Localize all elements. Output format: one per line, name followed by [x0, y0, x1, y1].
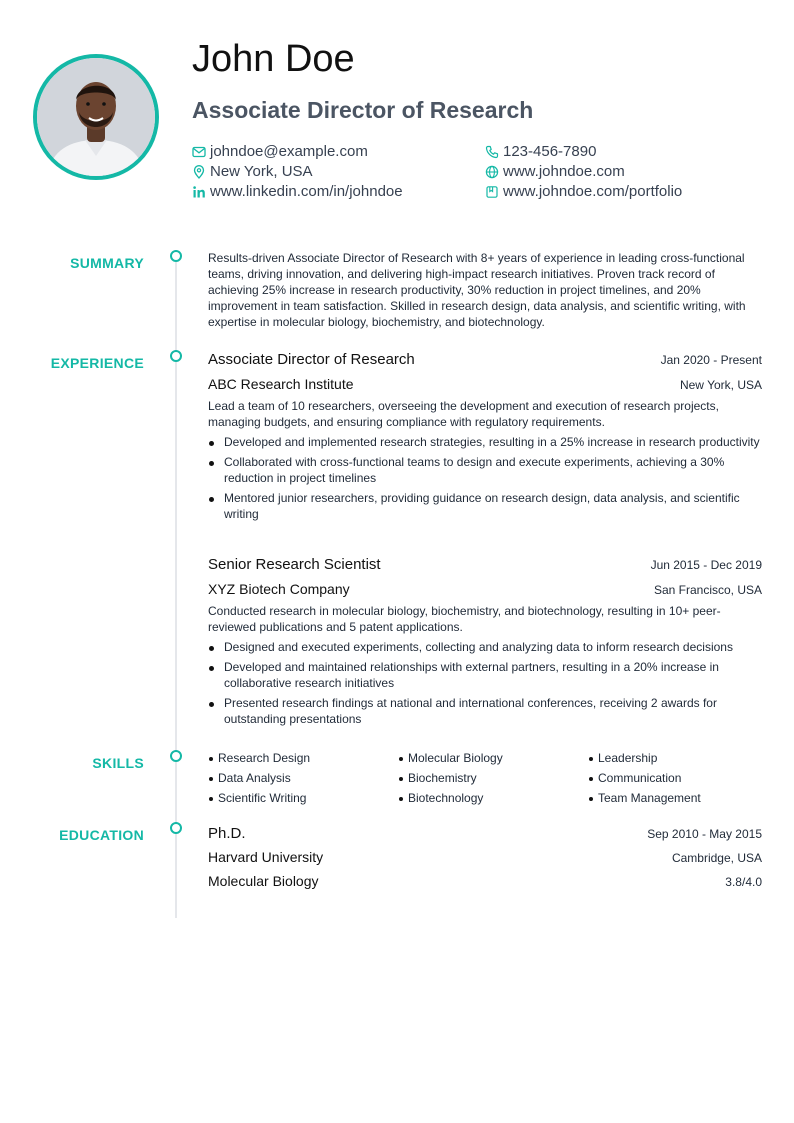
- skills-grid: [208, 750, 762, 806]
- contact-website[interactable]: [485, 162, 625, 182]
- globe-icon: [485, 165, 499, 179]
- contact-portfolio[interactable]: [485, 182, 682, 202]
- contact-phone[interactable]: [485, 142, 596, 162]
- skill-item: Team Management: [588, 790, 762, 806]
- contact-email[interactable]: [192, 142, 368, 162]
- location-text: New York, USA: [210, 163, 313, 180]
- skills-marker: [170, 750, 182, 762]
- avatar: [33, 54, 159, 180]
- skill-item: Data Analysis: [208, 770, 398, 786]
- school-location: Cambridge, USA: [671, 851, 762, 865]
- achievement-item: Mentored junior researchers, providing guidance on research design, data analysis, and scientific writing: [208, 490, 762, 522]
- linkedin-icon: [192, 185, 206, 199]
- job-description: Conducted research in molecular biology, biochemistry, and biotechnology, resulting in 10+ peer-reviewed publications and 5 patent applications.: [208, 604, 721, 634]
- company-name: XYZ Biotech Company: [208, 581, 350, 597]
- summary-section: [208, 250, 762, 330]
- experience-heading: EXPERIENCE: [50, 355, 144, 371]
- company-name: ABC Research Institute: [208, 376, 354, 392]
- portfolio-text: www.johndoe.com/portfolio: [503, 183, 683, 200]
- portfolio-icon: [485, 185, 499, 199]
- job-dates: Jun 2015 - Dec 2019: [650, 558, 762, 572]
- achievement-item: Designed and executed experiments, collecting and analyzing data to inform research decisions: [208, 639, 762, 655]
- skills-section: [208, 750, 762, 806]
- summary-marker: [170, 250, 182, 262]
- skill-item: Leadership: [588, 750, 762, 766]
- school-name: Harvard University: [208, 849, 324, 865]
- contact-linkedin[interactable]: [192, 182, 403, 202]
- profile-photo: [37, 58, 155, 176]
- education-dates: Sep 2010 - May 2015: [647, 827, 762, 841]
- field-of-study: Molecular Biology: [208, 873, 319, 889]
- linkedin-text: www.linkedin.com/in/johndoe: [210, 183, 403, 200]
- gpa: 3.8/4.0: [725, 875, 762, 889]
- achievement-item: Presented research findings at national and international conferences, receiving 2 awards for outstanding presentations: [208, 695, 762, 727]
- phone-icon: [485, 145, 499, 159]
- job-dates: Jan 2020 - Present: [660, 353, 762, 367]
- achievement-item: Developed and implemented research strategies, resulting in a 25% increase in research productivity: [208, 434, 762, 450]
- phone-text: 123-456-7890: [503, 143, 597, 160]
- summary-text: Results-driven Associate Director of Research with 8+ years of experience in leading cross-functional teams, driving innovation, and delivering high-impact research initiatives. Proven track record of achieving 25% increase in research productivity, 30% reduction in project timelines, and 20% improvement in team satisfaction. Skilled in research design, data analysis, and scientific writing, with expertise in molecular biology, biochemistry, and biotechnology.: [208, 251, 746, 329]
- mail-icon: [192, 145, 206, 159]
- achievement-item: Developed and maintained relationships with external partners, resulting in a 20% increase in collaborative research initiatives: [208, 659, 762, 691]
- job-headline: Associate Director of Research: [192, 97, 534, 123]
- education-heading: EDUCATION: [59, 827, 144, 843]
- achievement-list: [208, 639, 762, 727]
- experience-item: [208, 555, 762, 731]
- candidate-name: John Doe: [192, 38, 355, 80]
- job-location: San Francisco, USA: [653, 583, 762, 597]
- skill-item: Biotechnology: [398, 790, 588, 806]
- education-marker: [170, 822, 182, 834]
- skill-item: Scientific Writing: [208, 790, 398, 806]
- skill-item: Biochemistry: [398, 770, 588, 786]
- job-description: Lead a team of 10 researchers, overseeing the development and execution of research projects, managing budgets, and ensuring compliance with regulatory requirements.: [208, 399, 719, 429]
- job-title: Associate Director of Research: [208, 351, 415, 368]
- job-location: New York, USA: [679, 378, 762, 392]
- skill-item: Research Design: [208, 750, 398, 766]
- degree: Ph.D.: [208, 825, 246, 842]
- email-text: johndoe@example.com: [210, 143, 368, 160]
- contact-location: [192, 162, 313, 182]
- achievement-item: Collaborated with cross-functional teams to design and execute experiments, achieving a 30% reduction in project timelines: [208, 454, 762, 486]
- website-text: www.johndoe.com: [503, 163, 625, 180]
- skills-heading: SKILLS: [92, 755, 144, 771]
- education-section: [208, 822, 762, 894]
- experience-item: [208, 350, 762, 526]
- skill-item: Communication: [588, 770, 762, 786]
- job-title: Senior Research Scientist: [208, 556, 381, 573]
- skill-item: Molecular Biology: [398, 750, 588, 766]
- achievement-list: [208, 434, 762, 522]
- experience-marker: [170, 350, 182, 362]
- summary-heading: SUMMARY: [70, 255, 144, 271]
- map-pin-icon: [192, 165, 206, 179]
